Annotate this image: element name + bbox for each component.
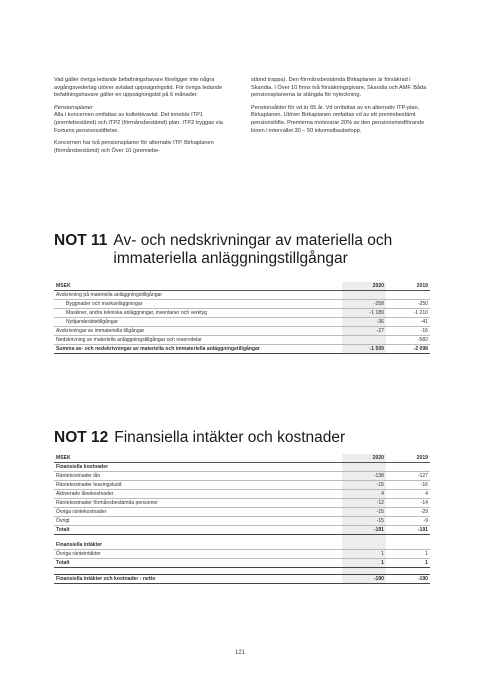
value-2019: -190 bbox=[386, 575, 430, 584]
value-2019: -41 bbox=[386, 318, 430, 327]
note-title: Finansiella intäkter och kostnader bbox=[114, 429, 346, 446]
header-2020: 2020 bbox=[342, 282, 386, 291]
row-label: Räntekostnader lån bbox=[54, 472, 342, 481]
paragraph: Alla i koncernen omfattas av kollektivavtal. Det innebär ITP1 (premiebestämd) och ITP2 (förmånsbestämd) plan. ITP2 tryggas via Fortums pensionsstiftelse. bbox=[54, 112, 223, 134]
value-2020: -12 bbox=[342, 499, 386, 508]
row-label: Avskrivningar av immateriella tillgångar bbox=[54, 327, 342, 336]
table-row bbox=[54, 490, 430, 499]
table-row bbox=[54, 517, 430, 526]
table-row bbox=[54, 508, 430, 517]
note-number: NOT 11 bbox=[54, 232, 108, 249]
table-row bbox=[54, 472, 430, 481]
note-12-table bbox=[54, 454, 430, 584]
value-2019: -191 bbox=[386, 526, 430, 535]
row-label: Avskrivning på materiella anläggningstillgångar bbox=[54, 291, 342, 300]
note-11 bbox=[54, 232, 430, 354]
value-2020: -1 509 bbox=[342, 345, 386, 354]
value-2019: -16 bbox=[386, 327, 430, 336]
value-2019: -9 bbox=[386, 517, 430, 526]
header-label: MSEK bbox=[54, 454, 342, 463]
paragraph: Koncernen har två pensionsplaner för alternativ ITP, Birkaplanen (förmånsbestämd) och Över 10 (premiebe- bbox=[54, 140, 214, 154]
table-row bbox=[54, 318, 430, 327]
table-row bbox=[54, 300, 430, 309]
note-11-heading bbox=[54, 232, 430, 268]
row-label: Nedskrivning av materiella anläggningstillgångar och reservdelar bbox=[54, 336, 342, 345]
value-2020: -258 bbox=[342, 300, 386, 309]
value-2019: -250 bbox=[386, 300, 430, 309]
value-2020: 1 bbox=[342, 559, 386, 568]
income-total-row bbox=[54, 559, 430, 568]
row-label: Övrigt bbox=[54, 517, 342, 526]
intro-left-column bbox=[54, 77, 233, 160]
row-label: Nyttjanderättstillgångar bbox=[54, 318, 342, 327]
value-2020: -15 bbox=[342, 508, 386, 517]
section-heading-income bbox=[54, 541, 430, 550]
header-2019: 2019 bbox=[386, 282, 430, 291]
header-2019: 2019 bbox=[386, 454, 430, 463]
row-label: Totalt bbox=[54, 526, 342, 535]
table-row bbox=[54, 336, 430, 345]
header-label: MSEK bbox=[54, 282, 342, 291]
value-2020: -190 bbox=[342, 575, 386, 584]
table-row bbox=[54, 291, 430, 300]
table-row bbox=[54, 309, 430, 318]
row-label: Byggnader och markanläggningar bbox=[54, 300, 342, 309]
section-heading-costs bbox=[54, 463, 430, 472]
value-2019: -29 bbox=[386, 508, 430, 517]
value-2020 bbox=[342, 336, 386, 345]
intro-right-column bbox=[251, 77, 430, 160]
table-header bbox=[54, 454, 430, 463]
row-label: Finansiella intäkter bbox=[54, 541, 342, 550]
subheading-pension-plans: Pensionsplaner bbox=[54, 104, 93, 111]
note-12-heading bbox=[54, 429, 430, 447]
table-header bbox=[54, 282, 430, 291]
value-2019: -2 098 bbox=[386, 345, 430, 354]
paragraph: Vad gäller övriga ledande befattningshavare föreligger inte några avgångsvederlag utöver avtalad uppsägningstid. För övriga ledande befattningshavare gäller en uppsägningstid på 6 månader. bbox=[54, 77, 223, 99]
row-label: Finansiella kostnader bbox=[54, 463, 342, 472]
row-label: Summa av- och nedskrivningar av materiella och immateriella anläggningstillgångar bbox=[54, 345, 342, 354]
table-row bbox=[54, 481, 430, 490]
row-label: Räntekostnader leasingskuld bbox=[54, 481, 342, 490]
value-2019: -16 bbox=[386, 481, 430, 490]
table-row bbox=[54, 499, 430, 508]
note-title: Av- och nedskrivningar av materiella och immateriella anläggningstillgångar bbox=[113, 232, 393, 267]
value-2019: 1 bbox=[386, 559, 430, 568]
page-number: 121 bbox=[234, 650, 245, 656]
net-total-row bbox=[54, 575, 430, 584]
row-label: Aktiverade lånekostnader bbox=[54, 490, 342, 499]
value-2019: -127 bbox=[386, 472, 430, 481]
value-2019: -582 bbox=[386, 336, 430, 345]
note-12 bbox=[54, 429, 430, 584]
value-2020: 4 bbox=[342, 490, 386, 499]
note-number: NOT 12 bbox=[54, 429, 109, 446]
intro-text bbox=[54, 77, 430, 160]
row-label: Övriga räntekostnader bbox=[54, 508, 342, 517]
table-row bbox=[54, 550, 430, 559]
header-2020: 2020 bbox=[342, 454, 386, 463]
value-2020: -27 bbox=[342, 327, 386, 336]
table-total-row bbox=[54, 345, 430, 354]
row-label: Maskiner, andra tekniska anläggningar, inventarier och verktyg bbox=[54, 309, 342, 318]
value-2019: -1 210 bbox=[386, 309, 430, 318]
value-2020: -15 bbox=[342, 517, 386, 526]
costs-total-row bbox=[54, 526, 430, 535]
value-2020: -15 bbox=[342, 481, 386, 490]
value-2019: -14 bbox=[386, 499, 430, 508]
row-label: Räntekostnader förmånsbestämda pensioner bbox=[54, 499, 342, 508]
value-2020: -138 bbox=[342, 472, 386, 481]
row-label: Totalt bbox=[54, 559, 342, 568]
paragraph: Pensionsålder för vd är 65 år. Vd omfattas av en alternativ ITP-plan, Birkaplanen. Utöver Birkaplanen omfattas vd av ett premiebestämt pensionslöfte. Premierna motsvarar 20% av den pensionsmedförande lönen i intervallet 30 – 50 inkomstbasbelopp. bbox=[251, 104, 425, 134]
value-2020: -1 189 bbox=[342, 309, 386, 318]
value-2020: -36 bbox=[342, 318, 386, 327]
value-2019: 4 bbox=[386, 490, 430, 499]
row-label: Finansiella intäkter och kostnader - netto bbox=[54, 575, 342, 584]
value-2020 bbox=[342, 291, 386, 300]
value-2019 bbox=[386, 291, 430, 300]
row-label: Övriga ränteintäkter bbox=[54, 550, 342, 559]
value-2020: -191 bbox=[342, 526, 386, 535]
value-2019: 1 bbox=[386, 550, 430, 559]
note-11-table bbox=[54, 282, 430, 354]
value-2020: 1 bbox=[342, 550, 386, 559]
paragraph: stämd trappa). Den förmånsbestämda Birkaplanen är försäkrad i Skandia. I Över 10 finns två försäkringsgivare, Skandia och AMF. Båda pensionsplanerna är stängda för nyteckning. bbox=[251, 77, 427, 99]
table-row bbox=[54, 327, 430, 336]
